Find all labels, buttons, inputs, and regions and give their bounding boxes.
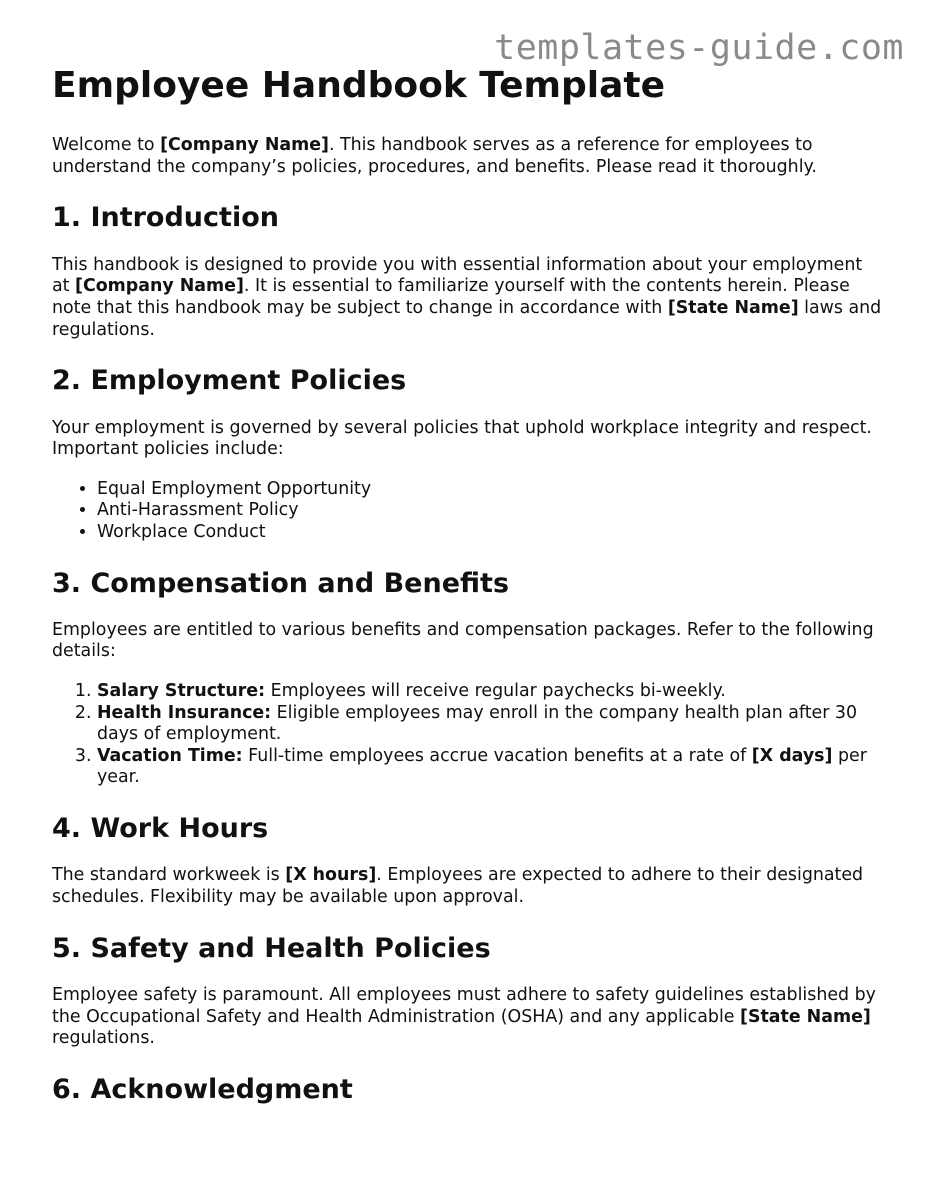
- item-text: Employees will receive regular paychecks bi-weekly.: [265, 681, 726, 702]
- text: regulations.: [52, 1028, 155, 1049]
- safety-paragraph: [52, 985, 882, 1050]
- watermark: templates-guide.com: [494, 28, 904, 68]
- item-text: Eligible employees may enroll in the company health plan after 30 days of employment.: [97, 702, 858, 745]
- text: The standard workweek is: [52, 865, 286, 886]
- work-hours-paragraph: [52, 865, 882, 908]
- item-text: per year.: [97, 745, 867, 788]
- list-item: • Equal Employment Opportunity: [97, 479, 882, 501]
- text: . This handbook serves as a reference for employees to understand the company’s policies, procedures, and benefits. Please read it thoroughly.: [52, 135, 817, 177]
- employment-policies-paragraph: Your employment is governed by several policies that uphold workplace integrity and respect. Important policies include:: [52, 417, 872, 460]
- text: Employee safety is paramount. All employees must adhere to safety guidelines established by the Occupational Safety and Health Administration (OSHA) and any applicable: [52, 985, 876, 1027]
- compensation-paragraph: Employees are entitled to various benefits and compensation packages. Refer to the following details:: [52, 619, 874, 662]
- item-label: Vacation Time:: [97, 745, 243, 766]
- list-item: • Anti-Harassment Policy: [97, 500, 882, 522]
- section-heading-employment-policies: 2. Employment Policies: [52, 365, 407, 397]
- section-heading-compensation: 3. Compensation and Benefits: [52, 567, 510, 599]
- placeholder-x-hours: [X hours]: [285, 865, 377, 886]
- text: This handbook is designed to provide you with essential information about your employment at: [52, 254, 863, 297]
- list-item: [97, 681, 882, 703]
- introduction-paragraph: [52, 255, 882, 341]
- list-item: [97, 703, 882, 746]
- item-label: Salary Structure:: [97, 681, 266, 702]
- placeholder-company-name: [Company Name]: [75, 276, 244, 297]
- section-heading-introduction: 1. Introduction: [52, 202, 279, 234]
- page-title: Employee Handbook Template: [52, 65, 666, 106]
- placeholder-company-name: [Company Name]: [160, 135, 329, 156]
- benefits-list: [52, 681, 882, 789]
- section-heading-acknowledgment: 6. Acknowledgment: [52, 1073, 353, 1105]
- text: . Employees are expected to adhere to their designated schedules. Flexibility may be available upon approval.: [52, 865, 864, 908]
- placeholder-state-name: [State Name]: [667, 297, 799, 318]
- section-heading-work-hours: 4. Work Hours: [52, 813, 269, 845]
- section-heading-safety: 5. Safety and Health Policies: [52, 932, 491, 964]
- text: . It is essential to familiarize yourself with the contents herein. Please note that this handbook may be subject to change in accordance with: [52, 276, 850, 318]
- item-text: Full-time employees accrue vacation benefits at a rate of: [242, 745, 752, 766]
- placeholder-state-name: [State Name]: [740, 1006, 871, 1027]
- document: [52, 64, 882, 1126]
- placeholder-x-days: [X days]: [751, 745, 833, 766]
- list-item: [97, 746, 882, 789]
- intro-paragraph: [52, 135, 882, 178]
- policies-list: [52, 479, 882, 544]
- text: laws and regulations.: [52, 297, 882, 340]
- list-item: • Workplace Conduct: [97, 522, 882, 544]
- text: Welcome to: [52, 135, 161, 156]
- item-label: Health Insurance:: [97, 702, 272, 723]
